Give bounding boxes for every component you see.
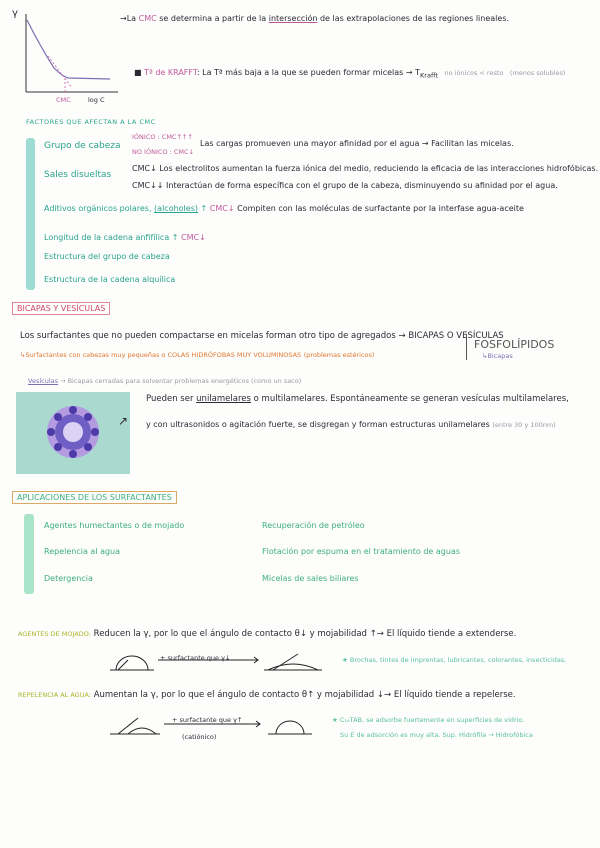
salts-a: CMC↓ Los electrolitos aumentan la fuerza iónica del medio, reduciendo la eficacia de las interacciones hidrofóbicas. [132, 164, 599, 173]
salts-b: CMC↓↓ Interactúan de forma específica con el grupo de la cabeza, disminuyendo su afinidad por el agua. [132, 181, 558, 190]
bicapas-sub: ↳Surfactantes con cabezas muy pequeñas o COLAS HIDRÓFOBAS MUY VOLUMINOSAS (problemas estéricos) [20, 351, 375, 359]
app-bile: Micelas de sales biliares [262, 574, 359, 583]
head-text: Las cargas promueven una mayor afinidad por el agua → Facilitan las micelas. [200, 139, 514, 148]
bicapas-title: BICAPAS Y VESÍCULAS [12, 304, 110, 313]
vesicles-text-2: y con ultrasonidos o agitación fuerte, se disgregan y forman estructuras unilamelares (entre 30 y 100nm) [146, 420, 556, 429]
wetting-arrow-label: + surfactante que γ↓ [160, 654, 231, 662]
factor-salts-label: Sales disueltas [44, 170, 112, 180]
vesicles-text-1: Pueden ser unilamelares o multilamelares. Espontáneamente se generan vesículas multilamelares, [146, 394, 569, 404]
apps-title: APLICACIONES DE LOS SURFACTANTES [12, 493, 177, 502]
app-detergency: Detergencia [44, 574, 93, 583]
vesicle-arrow-icon: ↗ [118, 414, 129, 428]
repellency-arrow-label: + surfactante que γ↑ [172, 716, 243, 724]
factor-head-label: Grupo de cabeza [44, 141, 121, 151]
phospholipids: FOSFOLÍPIDOS [474, 338, 555, 351]
app-oil: Recuperación de petróleo [262, 521, 365, 530]
graph-xlabel-cmc: CMC [56, 96, 71, 104]
brace [466, 334, 469, 360]
factor-chainstruct: Estructura de la cadena alquílica [44, 275, 176, 284]
repellency-line: REPELENCIA AL AGUA: Aumentan la γ, por lo que el ángulo de contacto θ↑ y mojabilidad ↓→ El líquido tiende a repelerse. [18, 690, 516, 700]
repellency-note-1: ★ C₁₆TAB, se adsorbe fuertemente en superficies de vidrio. [332, 716, 525, 724]
app-flotation: Flotación por espuma en el tratamiento de aguas [262, 547, 461, 556]
wetting-note: ★ Brochas, tintes de imprentas, lubricantes, colorantes, insecticidas. [342, 656, 567, 664]
cmc-determination-text: →La CMC se determina a partir de la intersección de las extrapolaciones de las regiones lineales. [120, 14, 510, 23]
bicapas-text: Los surfactantes que no pueden compactarse en micelas forman otro tipo de agregados → BICAPAS O VESÍCULAS [20, 331, 504, 341]
wetting-line: AGENTES DE MOJADO: Reducen la γ, por lo que el ángulo de contacto θ↓ y mojabilidad ↑→ El líquido tiende a extenderse. [18, 629, 517, 639]
factors-bar [26, 138, 35, 290]
vesicle-svg [16, 392, 130, 474]
apps-bar [24, 514, 34, 594]
factors-title: FACTORES QUE AFECTAN A LA CMC [26, 118, 156, 126]
wetting-svg [108, 648, 328, 678]
app-wetting: Agentes humectantes o de mojado [44, 521, 185, 530]
repellency-note-2: Su E de adsorción es muy alta. Sup. Hidrófila → Hidrofóbica [340, 731, 533, 739]
cmc-graph [10, 6, 120, 106]
graph-ylabel: γ [12, 8, 18, 19]
phospholipids-note: ↳Bicapas [482, 352, 513, 360]
vesicles-def: Vesículas → Bicapas cerradas para solventar problemas energéticos (como un saco) [28, 377, 302, 385]
vesicle-image [16, 392, 130, 474]
factor-chain: Longitud de la cadena anfifílica ↑ CMC↓ [44, 233, 206, 242]
factor-headstruct: Estructura del grupo de cabeza [44, 252, 170, 261]
graph-xlabel-logc: log C [88, 96, 105, 104]
cmc-graph-svg [10, 6, 120, 106]
head-ionic: IÓNICO : CMC↑↑↑ [132, 133, 193, 141]
factor-additives: Aditivos orgánicos polares, (alcoholes) ↑ CMC↓ Compiten con las moléculas de surfactante por la interfase agua-aceite [44, 204, 524, 213]
krafft-text: ■ Tª de KRAFFT: La Tª más baja a la que se pueden formar micelas → $T_{Krafft}$ no iónicos < resto (menos solubles) [134, 68, 566, 80]
app-repellency: Repelencia al agua [44, 547, 121, 556]
wetting-diagram [108, 648, 328, 680]
repellency-cationic: (catiónico) [182, 733, 217, 741]
head-nonionic: NO IÓNICO : CMC↓ [132, 148, 194, 156]
